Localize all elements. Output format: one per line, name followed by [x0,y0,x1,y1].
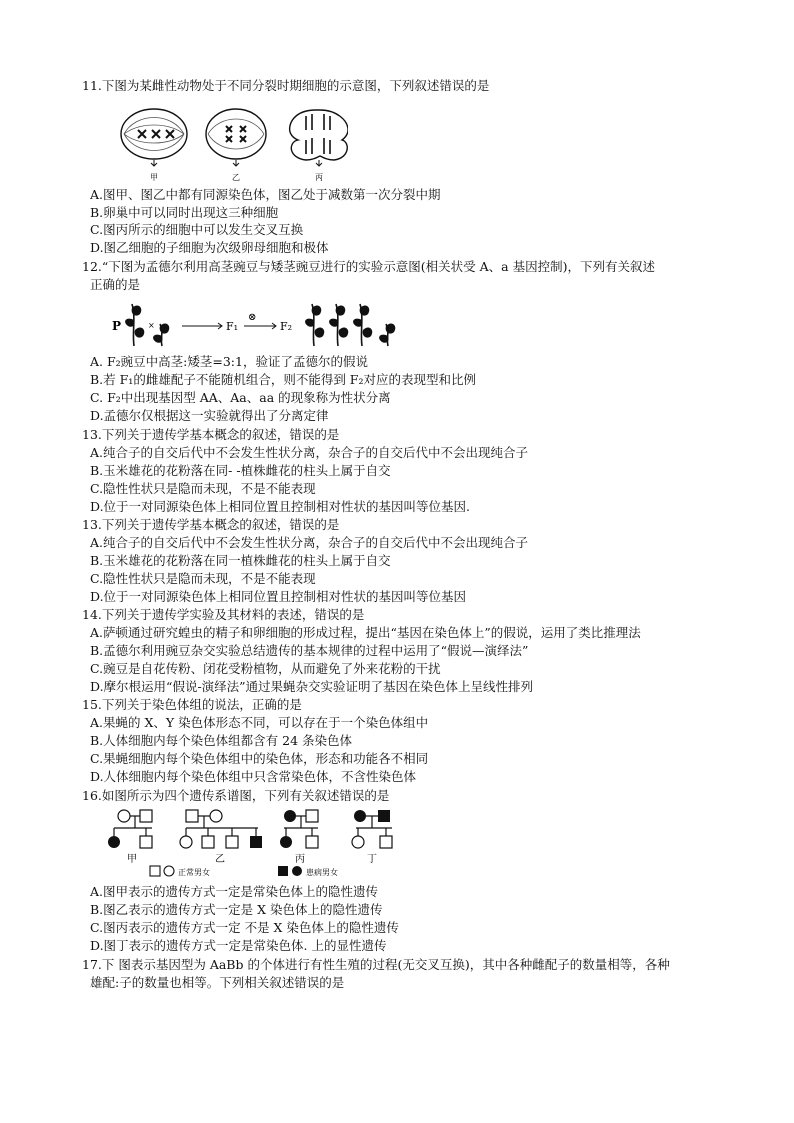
pedigree-label-ding: 丁 [367,854,377,865]
question-17-stem-line-1: 17.下 图表示基因型为 AaBb 的个体进行有性生殖的过程(无交叉互换)，其中各种雌配子的数量相等，各种 [82,957,670,972]
question-15-option-a: A.果蝇的 X、Y 染色体形态不同，可以存在于一个染色体组中 [90,715,429,730]
question-16-option-a: A.图甲表示的遗传方式一定是常染色体上的隐性遗传 [90,884,379,899]
question-12-option-d: D.孟德尔仅根据这一实验就得出了分离定律 [90,408,329,423]
question-11-option-a: A.图甲、图乙中都有同源染色体，图乙处于减数第一次分裂中期 [90,187,441,202]
question-12-stem-line-2: 正确的是 [90,277,141,292]
question-13a-option-b: B.玉米雄花的花粉落在同- -植株雌花的柱头上属于自交 [90,463,391,478]
pedigree-yi [180,810,262,865]
question-13b-option-c: C.隐性性状只是隐而未现，不是不能表现 [90,571,316,586]
question-15-option-d: D.人体细胞内每个染色体组中只含常染色体，不含性染色体 [90,769,417,784]
short-pea-plant-icon [153,324,169,346]
tall-pea-plant-icon [125,304,144,346]
pedigree-figure [100,806,410,880]
pedigree-ding [352,810,392,865]
question-11-option-d: D.图乙细胞的子细胞为次级卵母细胞和极体 [90,240,329,255]
figure-label-bing: 丙 [315,173,323,182]
question-14-stem: 14.下列关于遗传学实验及其材料的表述，错误的是 [82,607,365,622]
question-11-option-c: C.图丙所示的细胞中可以发生交叉互换 [90,222,304,237]
figure-label-yi: 乙 [232,173,240,182]
question-12-option-b: B.若 F₁的雌雄配子不能随机组合，则不能得到 F₂对应的表现型和比例 [90,372,476,387]
question-12-option-a: A. F₂豌豆中高茎:矮茎=3:1，验证了孟德尔的假说 [90,354,368,369]
label-f2: F₂ [280,320,293,333]
question-13b-stem: 13.下列关于遗传学基本概念的叙述，错误的是 [82,517,340,532]
question-13a-option-d: D.位于一对同源染色体上相同位置且控制相对性状的基因叫等位基因. [90,499,471,514]
question-14-option-b: B.孟德尔利用豌豆杂交实验总结遗传的基本规律的过程中运用了“假说—演绎法” [90,643,529,658]
f2-tall-plant-icon-1 [305,304,324,346]
question-13a-option-c: C.隐性性状只是隐而未现，不是不能表现 [90,481,316,496]
question-16-option-c: C.图丙表示的遗传方式一定 不是 X 染色体上的隐性遗传 [90,920,399,935]
question-12-option-c: C. F₂中出现基因型 AA、Aa、aa 的现象称为性状分离 [90,390,391,405]
pedigree-label-jia: 甲 [127,854,137,865]
f2-tall-plant-icon-3 [353,304,372,346]
question-16-option-b: B.图乙表示的遗传方式一定是 X 染色体上的隐性遗传 [90,902,383,917]
legend-affected-label: 患病男女 [306,868,338,877]
question-16-stem: 16.如图所示为四个遗传系谱图，下列有关叙述错误的是 [82,788,390,803]
question-14-option-d: D.摩尔根运用“假说-演绎法”通过果蝇杂交实验证明了基因在染色体上呈线性排列 [90,679,534,694]
question-14-option-a: A.萨顿通过研究蝗虫的精子和卵细胞的形成过程，提出“基因在染色体上”的假说，运用了类比推理法 [90,625,641,640]
legend-normal-label: 正常男女 [178,868,210,877]
question-14-option-c: C.豌豆是自花传粉、闭花受粉植物，从而避免了外来花粉的干扰 [90,661,441,676]
pedigree-legend [150,866,338,877]
label-f1: F₁ [226,320,239,333]
pea-cross-figure [110,298,410,350]
cell-division-figure [116,102,348,184]
question-13b-option-b: B.玉米雄花的花粉落在同一植株雌花的柱头上属于自交 [90,553,391,568]
question-11-option-b: B.卵巢中可以同时出现这三种细胞 [90,205,279,220]
f2-tall-plant-icon-2 [329,304,348,346]
question-13a-stem: 13.下列关于遗传学基本概念的叙述，错误的是 [82,427,340,442]
question-13b-option-d: D.位于一对同源染色体上相同位置且控制相对性状的基因叫等位基因 [90,589,467,604]
pedigree-label-yi: 乙 [215,854,225,865]
question-15-stem: 15.下列关于染色体组的说法，正确的是 [82,697,302,712]
label-cross: × [148,321,155,330]
question-16-option-d: D.图丁表示的遗传方式一定是常染色体. 上的显性遗传 [90,938,387,953]
question-15-option-c: C.果蝇细胞内每个染色体组中的染色体，形态和功能各不相同 [90,751,429,766]
question-12-stem-line-1: 12.“下图为孟德尔利用高茎豌豆与矮茎豌豆进行的实验示意图(相关状受 A、a 基因控制)，下列有关叙述 [82,259,655,274]
label-p: P [112,319,122,333]
pedigree-bing [280,810,318,865]
f2-short-plant-icon [379,324,395,346]
question-13b-option-a: A.纯合子的自交后代中不会发生性状分离，杂合子的自交后代中不会出现纯合子 [90,535,529,550]
question-15-option-b: B.人体细胞内每个染色体组都含有 24 条染色体 [90,733,353,748]
question-11-stem: 11.下图为某雌性动物处于不同分裂时期细胞的示意图，下列叙述错误的是 [82,78,490,93]
question-13a-option-a: A.纯合子的自交后代中不会发生性状分离，杂合子的自交后代中不会出现纯合子 [90,445,529,460]
question-17-stem-line-2: 雄配:子的数量也相等。下列相关叙述错误的是 [90,975,345,990]
figure-label-jia: 甲 [150,173,158,182]
pedigree-jia [108,810,152,865]
pedigree-label-bing: 丙 [295,854,305,865]
label-selfing: ⊗ [248,312,257,323]
